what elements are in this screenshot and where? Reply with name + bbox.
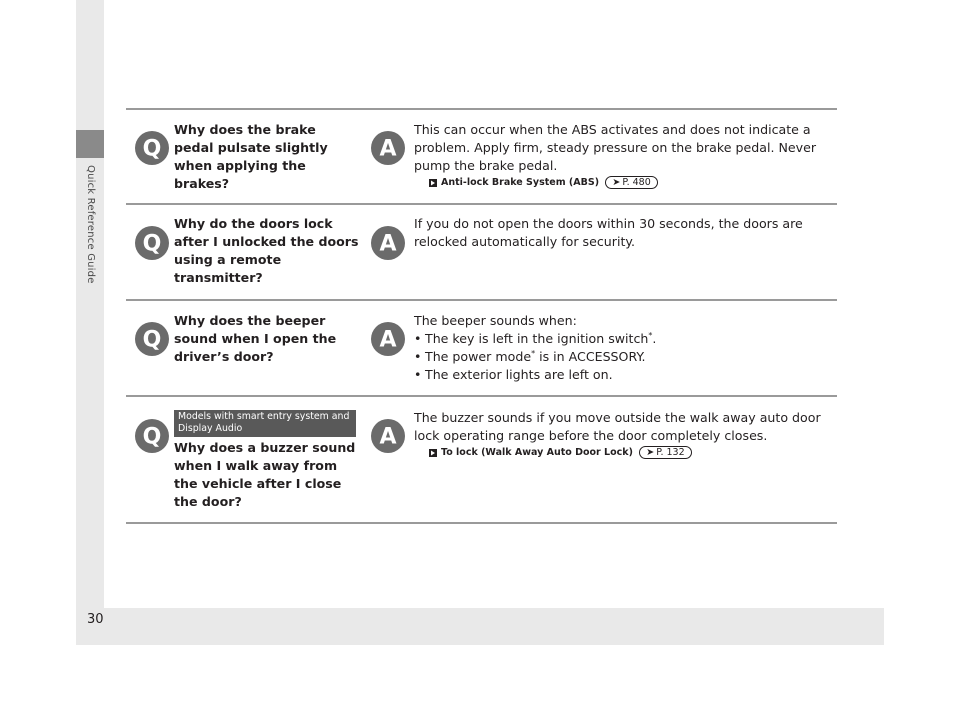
- page-number: 30: [87, 612, 104, 627]
- page-reference-text: P. 480: [622, 177, 651, 188]
- question-icon: [134, 418, 170, 454]
- page-arrow-icon: ➤: [612, 177, 621, 188]
- list-item: • The power mode* is in ACCESSORY.: [414, 348, 824, 366]
- answer-block: [414, 409, 824, 461]
- section-divider: [126, 522, 837, 524]
- cross-reference-link[interactable]: [429, 175, 824, 191]
- answer-text: This can occur when the ABS activates and does not indicate a problem. Apply firm, steady pressure on the brake pedal. Never pump the brake pedal.: [414, 122, 817, 173]
- question-icon-glyph: Q: [142, 424, 162, 450]
- page-reference-pill[interactable]: [639, 446, 691, 459]
- section-divider: [126, 108, 837, 110]
- section-divider: [126, 395, 837, 397]
- section-divider: [126, 203, 837, 205]
- answer-icon: [370, 130, 406, 166]
- question-text: Why do the doors lock after I unlocked the doors using a remote transmitter?: [174, 216, 359, 285]
- answer-block: [414, 215, 824, 251]
- answer-icon: [370, 225, 406, 261]
- footnote-mark: *: [531, 348, 536, 358]
- question-icon: [134, 225, 170, 261]
- answer-icon-glyph: A: [379, 424, 397, 450]
- section-tab-marker: [76, 130, 104, 158]
- list-item: • The key is left in the ignition switch*.: [414, 330, 824, 348]
- answer-icon-glyph: A: [379, 327, 397, 353]
- page-content-area: [104, 0, 884, 608]
- cross-reference-link[interactable]: [429, 445, 824, 461]
- answer-text: If you do not open the doors within 30 seconds, the doors are relocked automatically for security.: [414, 216, 803, 249]
- list-item: • The exterior lights are left on.: [414, 366, 824, 384]
- section-side-label: [76, 165, 104, 315]
- page-arrow-icon: ➤: [646, 447, 655, 458]
- cross-reference-text: To lock (Walk Away Auto Door Lock): [441, 447, 633, 458]
- question-text: Why does the brake pedal pulsate slightly when applying the brakes?: [174, 122, 328, 191]
- answer-intro: The beeper sounds when:: [414, 313, 577, 328]
- page-reference-text: P. 132: [656, 447, 685, 458]
- answer-icon: [370, 418, 406, 454]
- answer-icon-glyph: A: [379, 231, 397, 257]
- answer-icon-glyph: A: [379, 136, 397, 162]
- question-text: Why does a buzzer sound when I walk away from the vehicle after I close the door?: [174, 440, 356, 509]
- answer-bullet-list: [414, 330, 824, 384]
- answer-block: [414, 121, 824, 191]
- footnote-mark: *: [648, 330, 653, 340]
- question-icon: [134, 130, 170, 166]
- reference-arrow-icon: [429, 179, 437, 187]
- question-icon-glyph: Q: [142, 231, 162, 257]
- answer-icon: [370, 321, 406, 357]
- model-applicability-badge: Models with smart entry system and Display Audio: [174, 410, 356, 437]
- section-side-label-text: Quick Reference Guide: [85, 165, 96, 284]
- reference-arrow-icon: [429, 449, 437, 457]
- answer-text: The buzzer sounds if you move outside the walk away auto door lock operating range before the door completely closes.: [414, 410, 821, 443]
- cross-reference-text: Anti-lock Brake System (ABS): [441, 177, 600, 188]
- section-divider: [126, 299, 837, 301]
- answer-block: [414, 312, 824, 384]
- question-icon: [134, 321, 170, 357]
- question-text: Why does the beeper sound when I open the driver’s door?: [174, 313, 337, 364]
- question-icon-glyph: Q: [142, 136, 162, 162]
- page-reference-pill[interactable]: [605, 176, 657, 189]
- question-icon-glyph: Q: [142, 327, 162, 353]
